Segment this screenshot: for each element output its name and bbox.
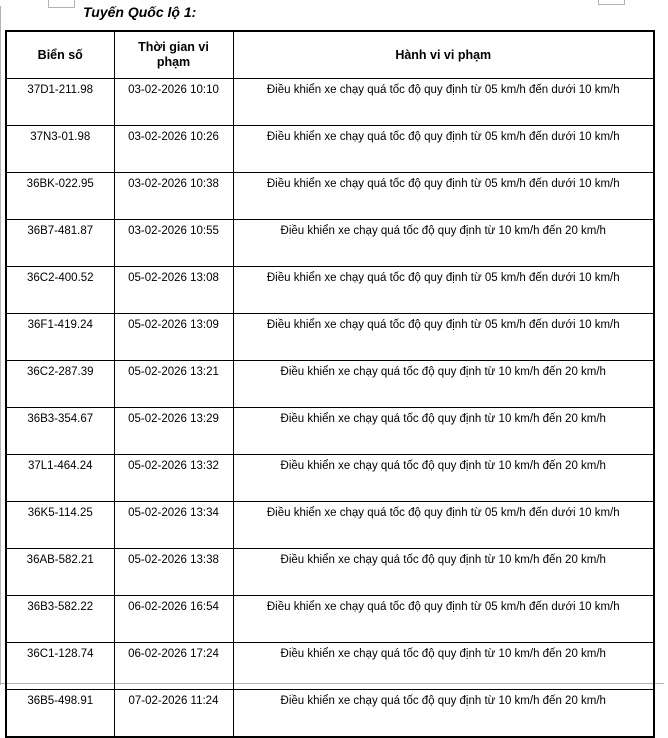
plate-cell: 36B3-582.22 <box>6 596 114 643</box>
column-header-plate: Biển số <box>6 31 114 79</box>
time-cell: 05-02-2026 13:08 <box>114 267 233 314</box>
plate-cell: 37D1-211.98 <box>6 79 114 126</box>
plate-cell: 36F1-419.24 <box>6 314 114 361</box>
time-cell: 05-02-2026 13:29 <box>114 408 233 455</box>
violation-cell: Điều khiển xe chạy quá tốc độ quy định từ 10 km/h đến 20 km/h <box>233 549 654 596</box>
violation-cell: Điều khiển xe chạy quá tốc độ quy định từ 10 km/h đến 20 km/h <box>233 408 654 455</box>
time-cell: 03-02-2026 10:38 <box>114 173 233 220</box>
violation-cell: Điều khiển xe chạy quá tốc độ quy định từ 10 km/h đến 20 km/h <box>233 690 654 738</box>
plate-cell: 36K5-114.25 <box>6 502 114 549</box>
time-cell: 05-02-2026 13:21 <box>114 361 233 408</box>
table-row <box>6 173 654 220</box>
plate-cell: 36AB-582.21 <box>6 549 114 596</box>
violation-cell: Điều khiển xe chạy quá tốc độ quy định từ 05 km/h đến dưới 10 km/h <box>233 267 654 314</box>
header-row <box>6 31 654 79</box>
violations-table-header <box>6 31 654 79</box>
table-row <box>6 408 654 455</box>
table-row <box>6 361 654 408</box>
plate-cell: 37N3-01.98 <box>6 126 114 173</box>
plate-cell: 36BK-022.95 <box>6 173 114 220</box>
table-row <box>6 643 654 690</box>
violations-table <box>5 30 655 738</box>
violation-cell: Điều khiển xe chạy quá tốc độ quy định từ 05 km/h đến dưới 10 km/h <box>233 126 654 173</box>
time-cell: 05-02-2026 13:38 <box>114 549 233 596</box>
time-cell: 05-02-2026 13:34 <box>114 502 233 549</box>
plate-cell: 36C2-287.39 <box>6 361 114 408</box>
table-row <box>6 596 654 643</box>
table-row <box>6 79 654 126</box>
time-cell: 06-02-2026 16:54 <box>114 596 233 643</box>
violation-cell: Điều khiển xe chạy quá tốc độ quy định từ 10 km/h đến 20 km/h <box>233 220 654 267</box>
time-cell: 05-02-2026 13:32 <box>114 455 233 502</box>
cropped-cell-remnant-right <box>598 0 625 5</box>
column-header-time: Thời gian vi phạm <box>114 31 233 79</box>
table-row <box>6 690 654 738</box>
violations-table-body <box>6 79 654 738</box>
time-cell: 06-02-2026 17:24 <box>114 643 233 690</box>
violation-cell: Điều khiển xe chạy quá tốc độ quy định từ 05 km/h đến dưới 10 km/h <box>233 79 654 126</box>
plate-cell: 36C1-128.74 <box>6 643 114 690</box>
page-title: Tuyến Quốc lộ 1: <box>83 4 197 20</box>
violation-cell: Điều khiển xe chạy quá tốc độ quy định từ 10 km/h đến 20 km/h <box>233 643 654 690</box>
violation-cell: Điều khiển xe chạy quá tốc độ quy định từ 10 km/h đến 20 km/h <box>233 361 654 408</box>
time-cell: 05-02-2026 13:09 <box>114 314 233 361</box>
table-row <box>6 455 654 502</box>
table-row <box>6 267 654 314</box>
plate-cell: 36C2-400.52 <box>6 267 114 314</box>
time-cell: 03-02-2026 10:10 <box>114 79 233 126</box>
violation-cell: Điều khiển xe chạy quá tốc độ quy định từ 05 km/h đến dưới 10 km/h <box>233 596 654 643</box>
page-edge-gridline <box>0 6 1 685</box>
table-row <box>6 220 654 267</box>
time-cell: 03-02-2026 10:55 <box>114 220 233 267</box>
violation-cell: Điều khiển xe chạy quá tốc độ quy định từ 05 km/h đến dưới 10 km/h <box>233 502 654 549</box>
column-header-violation: Hành vi vi phạm <box>233 31 654 79</box>
cropped-cell-remnant-left <box>48 0 75 8</box>
table-row <box>6 549 654 596</box>
plate-cell: 36B3-354.67 <box>6 408 114 455</box>
plate-cell: 36B5-498.91 <box>6 690 114 738</box>
violation-cell: Điều khiển xe chạy quá tốc độ quy định từ 05 km/h đến dưới 10 km/h <box>233 314 654 361</box>
plate-cell: 37L1-464.24 <box>6 455 114 502</box>
violation-cell: Điều khiển xe chạy quá tốc độ quy định từ 05 km/h đến dưới 10 km/h <box>233 173 654 220</box>
table-row <box>6 314 654 361</box>
table-row <box>6 126 654 173</box>
plate-cell: 36B7-481.87 <box>6 220 114 267</box>
time-cell: 07-02-2026 11:24 <box>114 690 233 738</box>
table-row <box>6 502 654 549</box>
time-cell: 03-02-2026 10:26 <box>114 126 233 173</box>
violation-cell: Điều khiển xe chạy quá tốc độ quy định từ 10 km/h đến 20 km/h <box>233 455 654 502</box>
